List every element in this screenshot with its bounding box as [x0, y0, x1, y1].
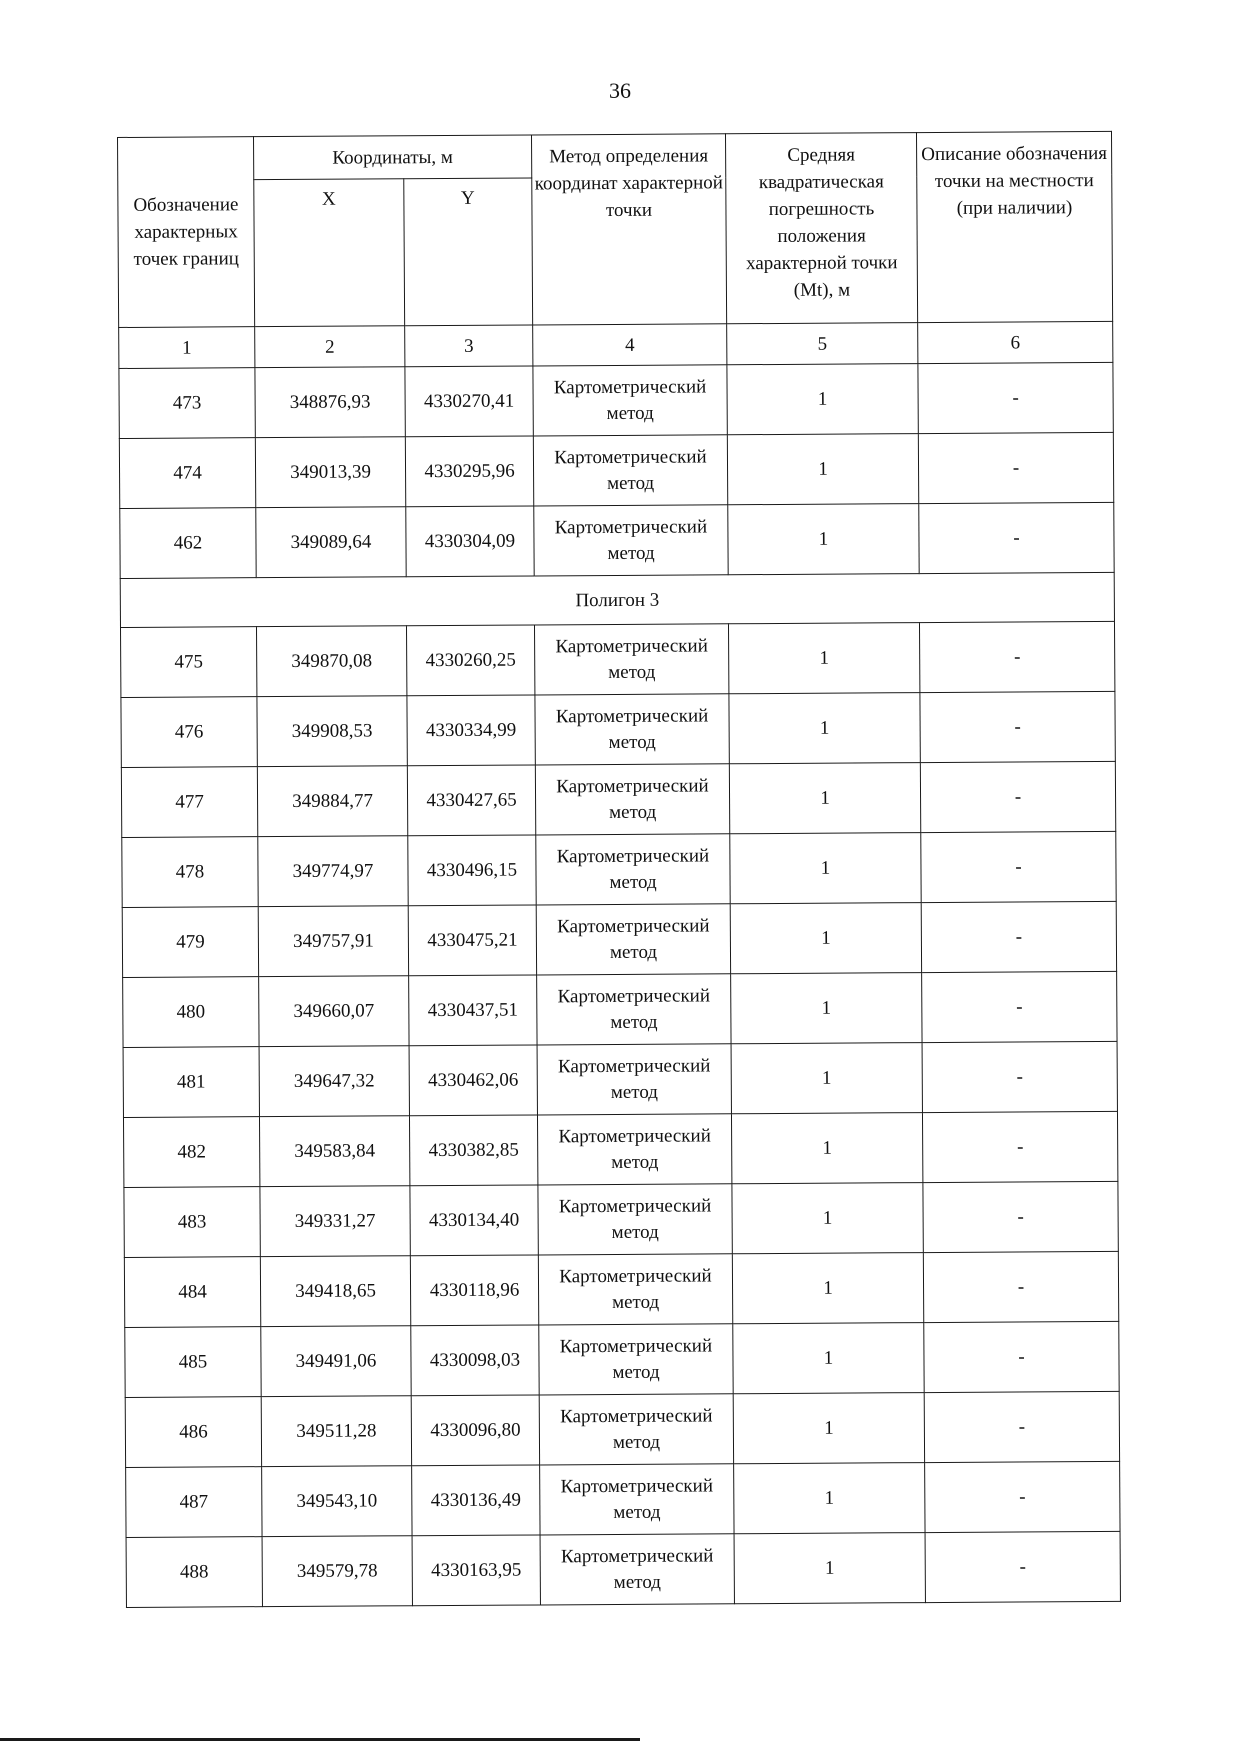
- cell-x: 349331,27: [260, 1186, 410, 1257]
- cell-y: 4330334,99: [407, 695, 535, 766]
- column-number: 1: [119, 327, 255, 369]
- cell-error: 1: [727, 364, 918, 435]
- cell-method: Картометрический метод: [533, 365, 727, 436]
- column-numbers-row: [119, 321, 1113, 368]
- cell-error: 1: [733, 1393, 924, 1464]
- cell-method: Картометрический метод: [538, 1184, 732, 1255]
- cell-x: 349757,91: [258, 906, 408, 977]
- table-row: [121, 761, 1115, 837]
- cell-x: 349884,77: [257, 766, 407, 837]
- section-title: Полигон 3: [120, 572, 1114, 627]
- cell-error: 1: [731, 973, 922, 1044]
- table-row: [124, 1181, 1118, 1257]
- cell-description: -: [925, 1461, 1120, 1532]
- cell-description: -: [924, 1321, 1119, 1392]
- rows-after-section: [120, 621, 1120, 1607]
- cell-x: 349543,10: [262, 1466, 412, 1537]
- cell-description: -: [923, 1251, 1118, 1322]
- cell-x: 348876,93: [255, 367, 405, 438]
- cell-method: Картометрический метод: [535, 694, 729, 765]
- cell-y: 4330163,95: [412, 1535, 540, 1606]
- cell-description: -: [921, 831, 1116, 902]
- cell-y: 4330136,49: [412, 1465, 540, 1536]
- cell-y: 4330382,85: [409, 1115, 537, 1186]
- cell-description: -: [920, 691, 1115, 762]
- cell-x: 349870,08: [256, 626, 406, 697]
- table-row: [126, 1531, 1120, 1607]
- cell-x: 349418,65: [260, 1256, 410, 1327]
- cell-error: 1: [730, 903, 921, 974]
- table-row: [120, 502, 1114, 578]
- cell-point: 481: [123, 1047, 259, 1118]
- header-coordinates: Координаты, м: [254, 135, 532, 180]
- cell-y: 4330118,96: [410, 1255, 538, 1326]
- cell-error: 1: [731, 1043, 922, 1114]
- header-error: Средняя квадратическая погрешность положения характерной точки (Mt), м: [726, 133, 918, 324]
- cell-y: 4330096,80: [411, 1395, 539, 1466]
- cell-point: 475: [120, 627, 256, 698]
- cell-point: 462: [120, 508, 256, 579]
- table-row: [125, 1391, 1119, 1467]
- cell-error: 1: [727, 434, 918, 505]
- table-row: [123, 971, 1117, 1047]
- header-method: Метод определения координат характерной точки: [532, 134, 727, 325]
- cell-description: -: [919, 502, 1114, 573]
- cell-method: Картометрический метод: [538, 1254, 732, 1325]
- cell-x: 349511,28: [261, 1396, 411, 1467]
- column-number: 5: [727, 323, 918, 365]
- cell-description: -: [921, 901, 1116, 972]
- cell-point: 477: [121, 767, 257, 838]
- cell-point: 487: [126, 1467, 262, 1538]
- table-row: [126, 1461, 1120, 1537]
- header-x: X: [254, 179, 405, 327]
- cell-error: 1: [728, 504, 919, 575]
- table-row: [119, 432, 1113, 508]
- column-number: 4: [533, 324, 727, 366]
- table-row: [122, 831, 1116, 907]
- cell-method: Картометрический метод: [535, 764, 729, 835]
- cell-y: 4330295,96: [405, 436, 533, 507]
- cell-description: -: [922, 971, 1117, 1042]
- coordinates-table: [117, 131, 1121, 1608]
- table-row: [119, 362, 1113, 438]
- cell-point: 488: [126, 1537, 262, 1608]
- column-number: 3: [405, 325, 533, 367]
- cell-point: 478: [122, 837, 258, 908]
- cell-error: 1: [729, 693, 920, 764]
- cell-error: 1: [729, 763, 920, 834]
- cell-error: 1: [733, 1323, 924, 1394]
- coordinates-table-wrapper: [117, 131, 1120, 1608]
- cell-description: -: [918, 432, 1113, 503]
- cell-point: 480: [123, 977, 259, 1048]
- cell-description: -: [922, 1111, 1117, 1182]
- table-row: [123, 1041, 1117, 1117]
- header-point-designation: Обозначение характерных точек границ: [118, 137, 255, 328]
- cell-y: 4330496,15: [408, 835, 536, 906]
- footer-line: [0, 1738, 640, 1741]
- cell-y: 4330437,51: [409, 975, 537, 1046]
- table-row: [122, 901, 1116, 977]
- cell-x: 349908,53: [257, 696, 407, 767]
- cell-error: 1: [734, 1533, 925, 1604]
- cell-method: Картометрический метод: [534, 505, 728, 576]
- cell-x: 349774,97: [258, 836, 408, 907]
- cell-y: 4330260,25: [406, 625, 534, 696]
- cell-method: Картометрический метод: [537, 1044, 731, 1115]
- cell-description: -: [918, 362, 1113, 433]
- cell-point: 483: [124, 1187, 260, 1258]
- cell-point: 476: [121, 697, 257, 768]
- cell-point: 473: [119, 368, 255, 439]
- cell-point: 484: [124, 1257, 260, 1328]
- cell-method: Картометрический метод: [537, 1114, 731, 1185]
- cell-error: 1: [732, 1253, 923, 1324]
- section-heading: [120, 572, 1114, 627]
- cell-point: 485: [125, 1327, 261, 1398]
- cell-x: 349647,32: [259, 1046, 409, 1117]
- header-description: Описание обозначения точки на местности (при наличии): [917, 131, 1113, 322]
- cell-y: 4330462,06: [409, 1045, 537, 1116]
- cell-y: 4330475,21: [408, 905, 536, 976]
- cell-x: 349579,78: [262, 1536, 412, 1607]
- table-row: [123, 1111, 1117, 1187]
- table-row: [125, 1321, 1119, 1397]
- cell-method: Картометрический метод: [537, 974, 731, 1045]
- cell-y: 4330270,41: [405, 366, 533, 437]
- cell-error: 1: [734, 1463, 925, 1534]
- cell-error: 1: [732, 1183, 923, 1254]
- cell-point: 486: [125, 1397, 261, 1468]
- cell-method: Картометрический метод: [540, 1464, 734, 1535]
- cell-description: -: [919, 621, 1114, 692]
- cell-method: Картометрический метод: [533, 435, 727, 506]
- cell-y: 4330427,65: [407, 765, 535, 836]
- cell-method: Картометрический метод: [539, 1324, 733, 1395]
- cell-y: 4330098,03: [411, 1325, 539, 1396]
- cell-error: 1: [729, 623, 920, 694]
- cell-method: Картометрический метод: [535, 624, 729, 695]
- table-row: [121, 691, 1115, 767]
- cell-description: -: [922, 1041, 1117, 1112]
- cell-error: 1: [731, 1113, 922, 1184]
- cell-y: 4330304,09: [406, 506, 534, 577]
- cell-x: 349089,64: [256, 507, 406, 578]
- rows-before-section: [119, 362, 1114, 578]
- cell-x: 349491,06: [261, 1326, 411, 1397]
- table-row: [124, 1251, 1118, 1327]
- page-number: 36: [609, 78, 631, 103]
- cell-method: Картометрический метод: [539, 1394, 733, 1465]
- cell-description: -: [925, 1531, 1120, 1602]
- cell-description: -: [923, 1181, 1118, 1252]
- cell-x: 349660,07: [259, 976, 409, 1047]
- cell-x: 349583,84: [259, 1116, 409, 1187]
- cell-description: -: [924, 1391, 1119, 1462]
- cell-point: 479: [122, 907, 258, 978]
- cell-method: Картометрический метод: [536, 834, 730, 905]
- cell-description: -: [920, 761, 1115, 832]
- cell-x: 349013,39: [255, 437, 405, 508]
- table-row: [120, 621, 1114, 697]
- header-row-main: [118, 131, 1112, 180]
- header-y: Y: [404, 178, 533, 326]
- cell-method: Картометрический метод: [536, 904, 730, 975]
- cell-point: 482: [123, 1117, 259, 1188]
- cell-point: 474: [119, 438, 255, 509]
- cell-method: Картометрический метод: [540, 1534, 734, 1605]
- column-number: 6: [918, 321, 1113, 363]
- section-row: [120, 572, 1114, 627]
- cell-error: 1: [730, 833, 921, 904]
- column-number: 2: [255, 326, 405, 368]
- cell-y: 4330134,40: [410, 1185, 538, 1256]
